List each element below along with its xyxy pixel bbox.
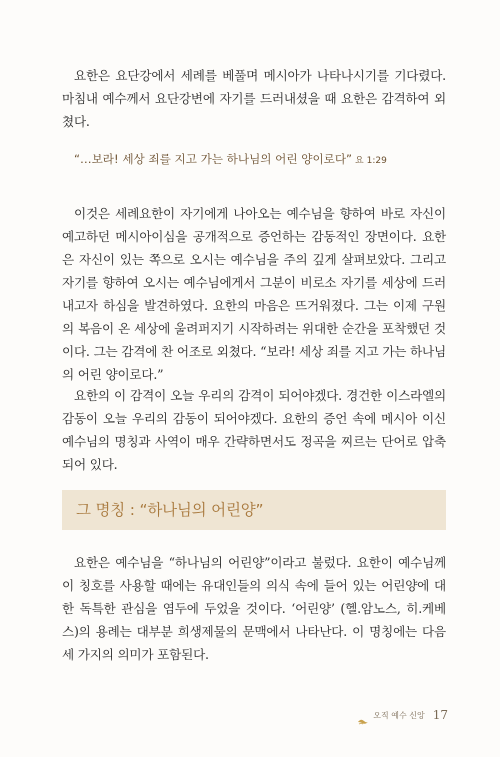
paragraph-title-meaning: 요한은 예수님을 “하나님의 어린양”이라고 불렀다. 요한이 예수님께 이 칭호를 사용할 때에는 유대인들의 의식 속에 들어 있는 어린양에 대한 독특한 관심을 염두에 두었을 것이다. ‘어린양’ (헬.암노스, 히.케베스)의 용례는 대부분 희생제물의 문맥에서 나타난다. 이 명칭에는 다음 세 가지의 의미가 포함된다. bbox=[62, 555, 446, 662]
page-footer bbox=[357, 707, 448, 723]
leaf-ornament-icon bbox=[357, 711, 369, 719]
scripture-quote bbox=[74, 150, 454, 170]
paragraph-intro: 요한은 요단강에서 세례를 베풀며 메시아가 나타나시기를 기다렸다. 마침내 예수께서 요단강변에 자기를 드러내셨을 때 요한은 감격하여 외쳤다. bbox=[62, 68, 446, 129]
page-number: 17 bbox=[432, 708, 448, 722]
section-heading: 그 명칭 : “하나님의 어린양” bbox=[62, 490, 446, 530]
quote-text: “…보라! 세상 죄를 지고 가는 하나님의 어린 양이로다” bbox=[74, 152, 353, 166]
paragraph-application: 요한의 이 감격이 오늘 우리의 감격이 되어야겠다. 경건한 이스라엘의 감동이 오늘 우리의 감동이 되어야겠다. 요한의 증언 속에 메시아 이신 예수님의 명칭과 사역이 매우 간략하면서도 정곡을 찌르는 단어로 압축되어 있다. bbox=[62, 388, 446, 472]
book-title: 오직 예수 신앙 bbox=[373, 710, 425, 720]
quote-reference: 요 1:29 bbox=[355, 156, 387, 166]
paragraph-explanation: 이것은 세례요한이 자기에게 나아오는 예수님을 향하여 바로 자신이 예고하던 메시아이심을 공개적으로 증언하는 감동적인 장면이다. 요한은 자신이 있는 쪽으로 오시는 예수님을 주의 깊게 살펴보았다. 그리고 자기를 향하여 오시는 예수님에게서 그분이 비로소 자기를 세상에 드러내고자 하심을 발견하였다. 요한의 마음은 뜨거워졌다. 그는 이제 구원의 복음이 온 세상에 울려퍼지기 시작하려는 위대한 순간을 포착했던 것이다. 그는 감격에 찬 어조로 외쳤다. “보라! 세상 죄를 지고 가는 하나님의 어린 양이로다.” bbox=[62, 206, 446, 382]
